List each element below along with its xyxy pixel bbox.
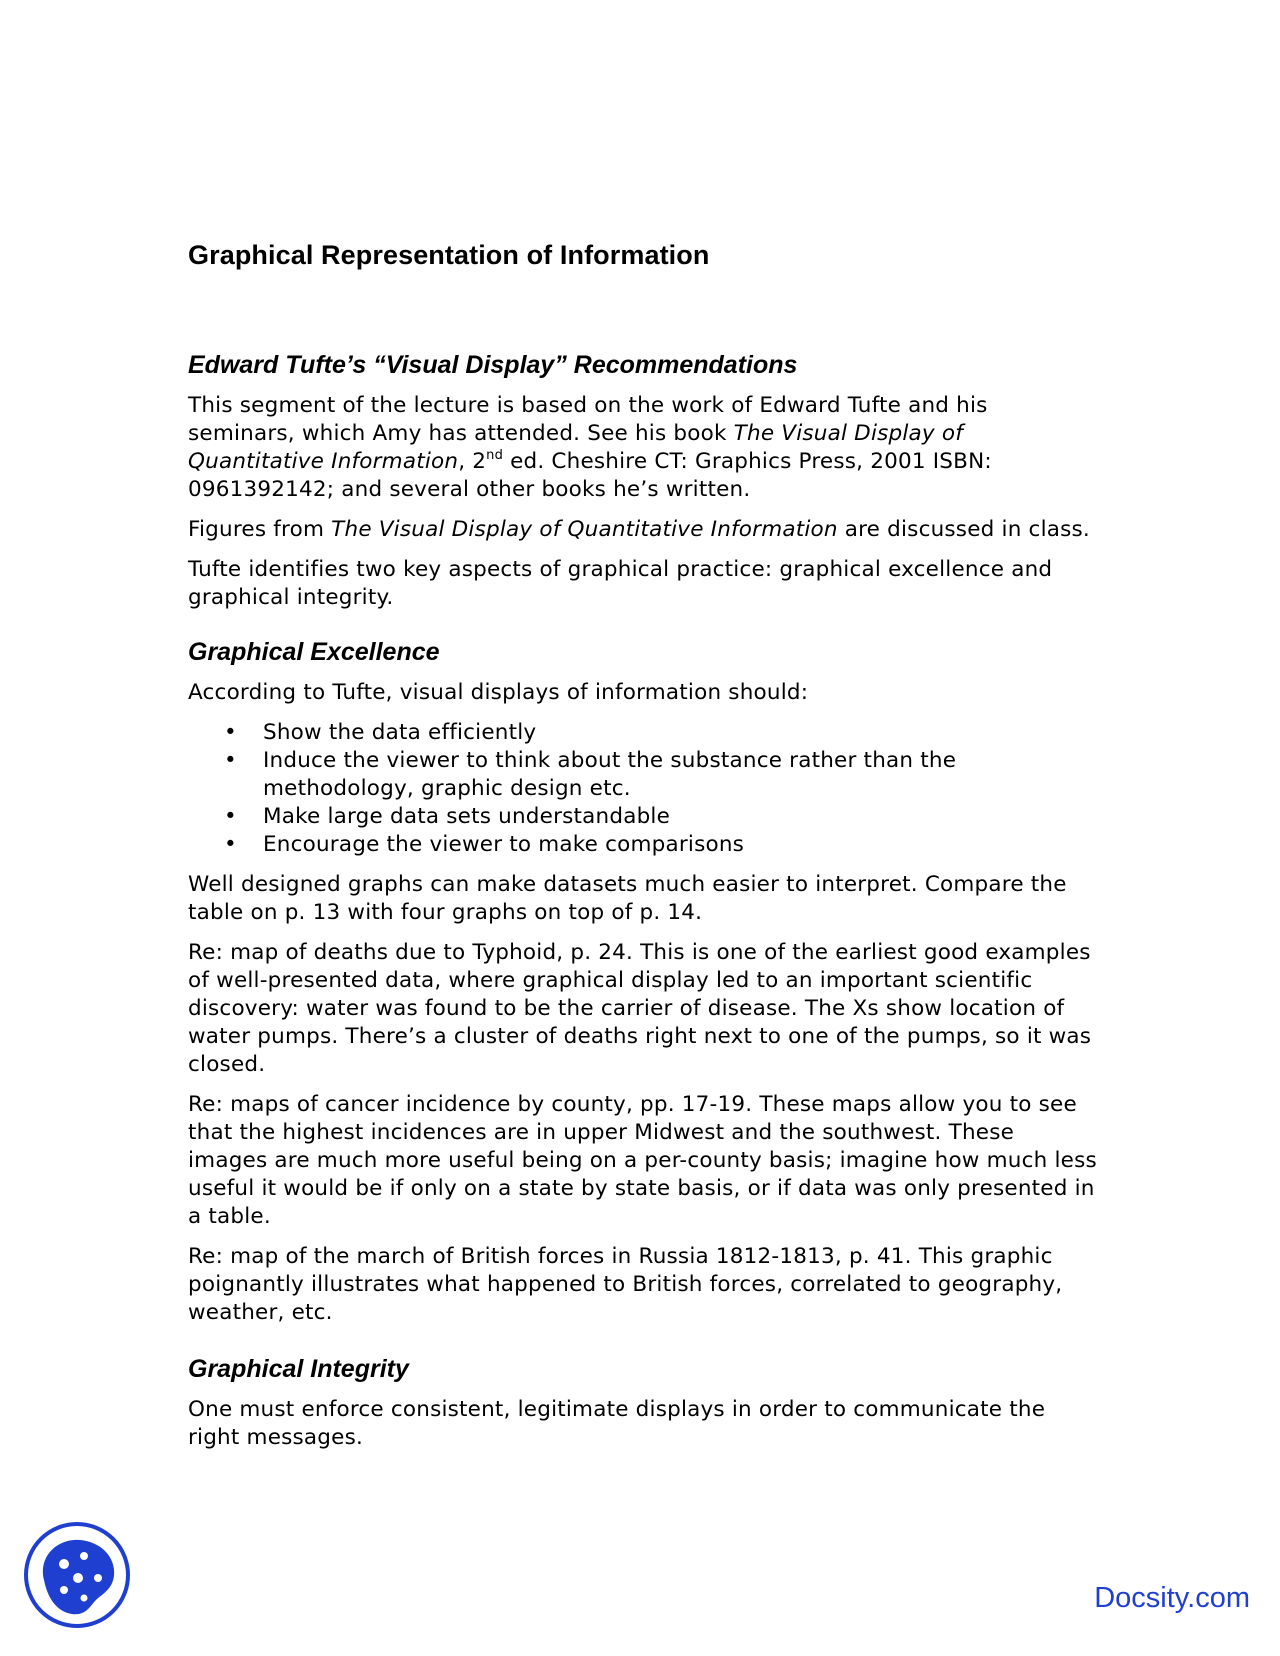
- document-content: [188, 240, 1100, 1464]
- bullet-icon: •: [224, 720, 237, 745]
- document-title: Graphical Representation of Information: [188, 240, 710, 270]
- list-item-text: Show the data efficiently: [263, 720, 537, 745]
- bullet-icon: •: [224, 804, 237, 829]
- docsity-logo-graphic: [22, 1520, 132, 1630]
- docsity-brand-link[interactable]: Docsity.com: [1094, 1582, 1250, 1614]
- paragraph-well-designed-graphs: Well designed graphs can make datasets much easier to interpret. Compare the table on p. 13 with four graphs on top of p. 14.: [188, 872, 1067, 925]
- paragraph-excellence-intro: According to Tufte, visual displays of information should:: [188, 680, 809, 705]
- paragraph-lecture-basis: [188, 392, 1100, 504]
- bullet-icon: •: [224, 748, 237, 773]
- list-item: [188, 747, 1100, 803]
- paragraph-cancer-maps: Re: maps of cancer incidence by county, pp. 17-19. These maps allow you to see that the highest incidences are in upper Midwest and the southwest. These images are much more useful being on a per-county basis; imagine how much less useful it would be if only on a state by state basis, or if data was only presented in a table.: [188, 1092, 1097, 1229]
- list-item-text: Encourage the viewer to make comparisons: [263, 832, 745, 857]
- text-run: , 2: [458, 449, 487, 474]
- bullet-icon: •: [224, 832, 237, 857]
- list-item-text: Make large data sets understandable: [263, 804, 671, 829]
- list-item: [188, 803, 1100, 831]
- docsity-logo-icon[interactable]: [22, 1520, 132, 1630]
- paragraph-typhoid-map: Re: map of deaths due to Typhoid, p. 24. This is one of the earliest good examples of well-presented data, where graphical display led to an important scientific discovery: water was found to be the carrier of disease. The Xs show location of water pumps. There’s a cluster of deaths right next to one of the pumps, so it was closed.: [188, 940, 1092, 1077]
- book-title: The Visual Display of Quantitative Information: [188, 421, 963, 474]
- paragraph-british-march: Re: map of the march of British forces in Russia 1812-1813, p. 41. This graphic poignantly illustrates what happened to British forces, correlated to geography, weather, etc.: [188, 1244, 1063, 1325]
- paragraph-figures: [188, 516, 1100, 544]
- list-item: [188, 719, 1100, 747]
- heading-graphical-excellence: Graphical Excellence: [188, 638, 440, 666]
- list-item-text: Induce the viewer to think about the substance rather than the methodology, graphic design etc.: [263, 748, 957, 801]
- heading-graphical-integrity: Graphical Integrity: [188, 1355, 409, 1383]
- text-run: Figures from: [188, 517, 332, 542]
- ordinal-suffix: nd: [486, 448, 504, 463]
- text-run: ed. Cheshire CT: Graphics Press, 2001 ISBN: 0961392142; and several other books he’s written.: [188, 449, 992, 502]
- heading-tufte-recommendations: Edward Tufte’s “Visual Display” Recommendations: [188, 351, 798, 379]
- paragraph-key-aspects: Tufte identifies two key aspects of graphical practice: graphical excellence and graphical integrity.: [188, 557, 1053, 610]
- list-item: [188, 831, 1100, 859]
- excellence-bullet-list: [188, 719, 1100, 859]
- paragraph-integrity: One must enforce consistent, legitimate displays in order to communicate the right messages.: [188, 1397, 1046, 1450]
- book-title: The Visual Display of Quantitative Information: [331, 517, 838, 542]
- text-run: are discussed in class.: [837, 517, 1090, 542]
- text-run: This segment of the lecture is based on the work of Edward Tufte and his seminars, which Amy has attended. See his book: [188, 393, 988, 446]
